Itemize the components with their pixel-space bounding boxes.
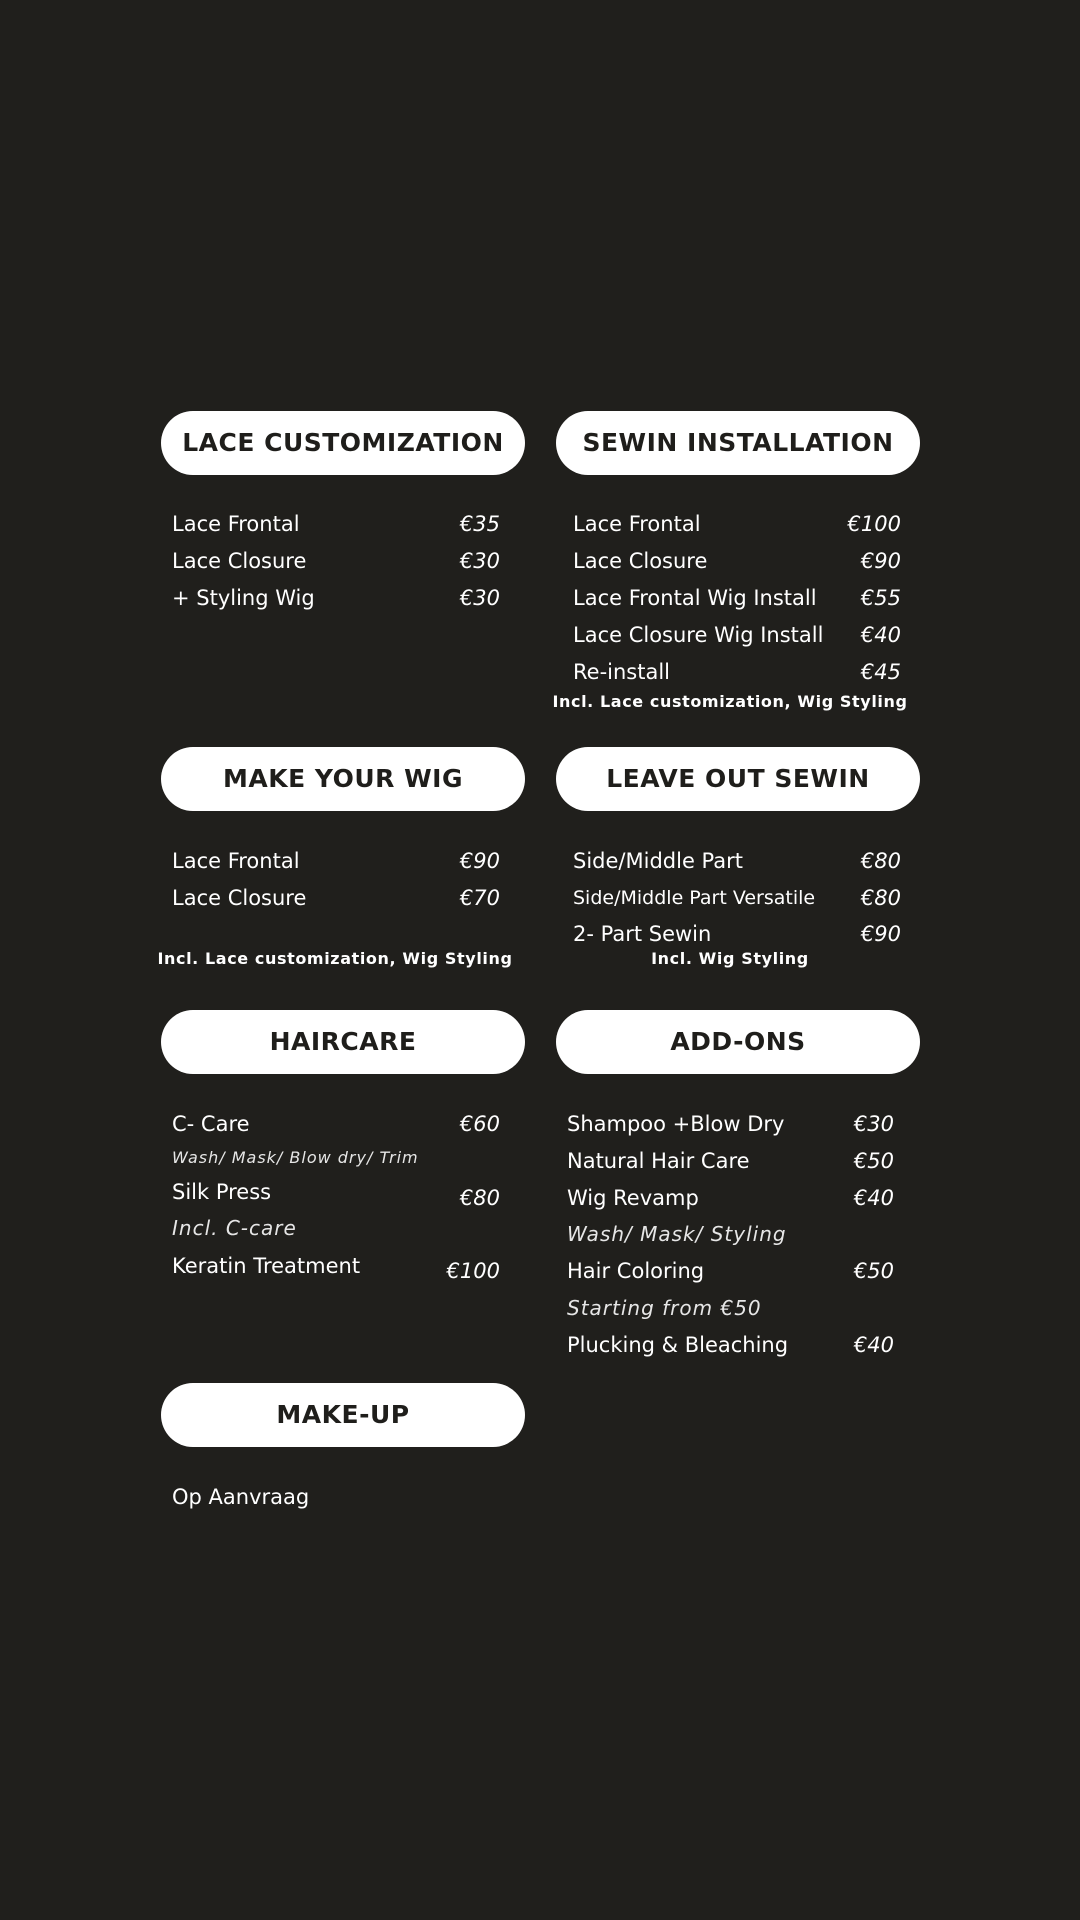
haircare-item-price: €80 (459, 1186, 500, 1210)
leave-out-sewin-item-name: Side/Middle Part Versatile (573, 887, 816, 909)
make-up-text: Op Aanvraag (172, 1485, 310, 1509)
sewin-installation-item-name: Lace Frontal (573, 512, 701, 536)
haircare-item-name: Silk Press (172, 1180, 272, 1204)
haircare-item-description: Incl. C-care (172, 1216, 297, 1240)
lace-customization-item-name: + Styling Wig (172, 586, 315, 610)
leave-out-sewin-note: Incl. Wig Styling (651, 949, 809, 968)
section-title-make-up: MAKE-UP (161, 1383, 525, 1447)
add-ons-item-price: €50 (853, 1259, 894, 1283)
leave-out-sewin-item-name: 2- Part Sewin (573, 922, 712, 946)
add-ons-item-price: €50 (853, 1149, 894, 1173)
leave-out-sewin-item-price: €90 (860, 922, 901, 946)
haircare-item-description: Wash/ Mask/ Blow dry/ Trim (172, 1148, 419, 1167)
lace-customization-item-price: €30 (459, 586, 500, 610)
add-ons-item-name: Shampoo +Blow Dry (567, 1112, 785, 1136)
haircare-item-price: €60 (459, 1112, 500, 1136)
add-ons-item-price: €40 (853, 1186, 894, 1210)
section-title-add-ons: ADD-ONS (556, 1010, 920, 1074)
leave-out-sewin-item-price: €80 (860, 849, 901, 873)
make-your-wig-item-name: Lace Frontal (172, 849, 300, 873)
sewin-installation-item-name: Lace Closure Wig Install (573, 623, 824, 647)
section-title-leave-out-sewin: LEAVE OUT SEWIN (556, 747, 920, 811)
haircare-item-price: €100 (446, 1259, 500, 1283)
add-ons-item-name: Natural Hair Care (567, 1149, 750, 1173)
make-your-wig-item-price: €70 (459, 886, 500, 910)
leave-out-sewin-item-price: €80 (860, 886, 901, 910)
section-title-haircare: HAIRCARE (161, 1010, 525, 1074)
sewin-installation-item-price: €45 (860, 660, 901, 684)
section-title-make-your-wig: MAKE YOUR WIG (161, 747, 525, 811)
make-your-wig-item-price: €90 (459, 849, 500, 873)
make-your-wig-item-name: Lace Closure (172, 886, 307, 910)
lace-customization-item-name: Lace Frontal (172, 512, 300, 536)
add-ons-item-name: Wig Revamp (567, 1186, 699, 1210)
lace-customization-item-price: €30 (459, 549, 500, 573)
haircare-item-name: Keratin Treatment (172, 1254, 361, 1278)
add-ons-item-price: €30 (853, 1112, 894, 1136)
sewin-installation-note: Incl. Lace customization, Wig Styling (552, 692, 908, 711)
leave-out-sewin-item-name: Side/Middle Part (573, 849, 743, 873)
lace-customization-item-price: €35 (459, 512, 500, 536)
add-ons-item-description: Wash/ Mask/ Styling (567, 1222, 787, 1246)
section-title-lace-customization: LACE CUSTOMIZATION (161, 411, 525, 475)
haircare-item-name: C- Care (172, 1112, 250, 1136)
sewin-installation-item-price: €90 (860, 549, 901, 573)
add-ons-item-name: Plucking & Bleaching (567, 1333, 789, 1357)
sewin-installation-item-name: Re-install (573, 660, 671, 684)
sewin-installation-item-price: €55 (860, 586, 901, 610)
add-ons-item-name: Hair Coloring (567, 1259, 705, 1283)
sewin-installation-item-name: Lace Closure (573, 549, 708, 573)
section-title-sewin-installation: SEWIN INSTALLATION (556, 411, 920, 475)
sewin-installation-item-price: €40 (860, 623, 901, 647)
make-your-wig-note: Incl. Lace customization, Wig Styling (157, 949, 513, 968)
lace-customization-item-name: Lace Closure (172, 549, 307, 573)
sewin-installation-item-price: €100 (847, 512, 901, 536)
add-ons-item-price: €40 (853, 1333, 894, 1357)
add-ons-item-description: Starting from €50 (567, 1296, 762, 1320)
sewin-installation-item-name: Lace Frontal Wig Install (573, 586, 817, 610)
